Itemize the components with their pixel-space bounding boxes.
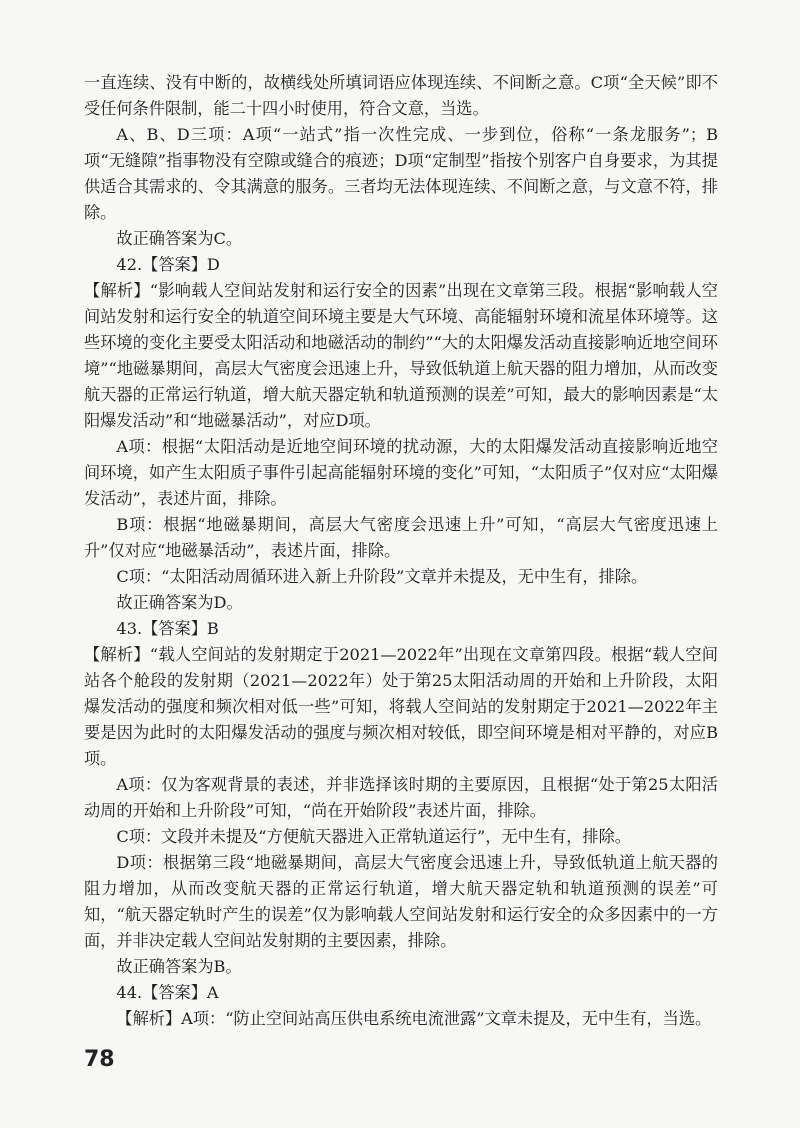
answer-heading-44: 44.【答案】A — [116, 983, 219, 1002]
paragraph: B项：根据“地磁暴期间，高层大气密度会迅速上升”可知，“高层大气密度迅速上升”仅对应“地磁暴活动”，表述片面，排除。 — [84, 515, 718, 560]
conclusion-line: 故正确答案为D。 — [116, 593, 243, 612]
paragraph: C项：“太阳活动周循环进入新上升阶段”文章并未提及，无中生有，排除。 — [116, 567, 648, 586]
paragraph: A项：仅为客观背景的表述，并非选择该时期的主要原因，且根据“处于第25太阳活动周的开始和上升阶段”可知，“尚在开始阶段”表述片面，排除。 — [84, 775, 718, 820]
paragraph: A项：根据“太阳活动是近地空间环境的扰动源，大的太阳爆发活动直接影响近地空间环境，如产生太阳质子事件引起高能辐射环境的变化”可知，“太阳质子”仅对应“太阳爆发活动”，表述片面，排除。 — [84, 437, 718, 508]
paragraph: 【解析】“载人空间站的发射期定于2021—2022年”出现在文章第四段。根据“载人空间站各个舱段的发射期（2021—2022年）处于第25太阳活动周的开始和上升阶段，太阳爆发活动的强度和频次相对低一些”可知，将载人空间站的发射期定于2021—2022年主要是因为此时的太阳爆发活动的强度与频次相对较低，即空间环境是相对平静的，对应B项。 — [84, 645, 718, 768]
conclusion-line: 故正确答案为B。 — [116, 957, 242, 976]
paragraph: 【解析】“影响载人空间站发射和运行安全的因素”出现在文章第三段。根据“影响载人空间站发射和运行安全的轨道空间环境主要是大气环境、高能辐射环境和流星体环境等。这些环境的变化主要受太阳活动和地磁活动的制约”“大的太阳爆发活动直接影响近地空间环境”“地磁暴期间，高层大气密度会迅速上升，导致低轨道上航天器的阻力增加，从而改变航天器的正常运行轨道，增大航天器定轨和轨道预测的误差”可知，最大的影响因素是“太阳爆发活动”和“地磁暴活动”，对应D项。 — [84, 281, 718, 430]
paragraph: C项：文段并未提及“方便航天器进入正常轨道运行”，无中生有，排除。 — [116, 827, 631, 846]
paragraph: 一直连续、没有中断的，故横线处所填词语应体现连续、不间断之意。C项“全天候”即不受任何条件限制，能二十四小时使用，符合文意，当选。 — [84, 73, 718, 118]
conclusion-line: 故正确答案为C。 — [116, 229, 243, 248]
answer-heading-42: 42.【答案】D — [116, 255, 220, 274]
paragraph: 【解析】A项：“防止空间站高压供电系统电流泄露”文章未提及，无中生有，当选。 — [116, 1009, 712, 1028]
answer-heading-43: 43.【答案】B — [116, 619, 219, 638]
page-number: 78 — [84, 1047, 115, 1072]
paragraph: D项：根据第三段“地磁暴期间，高层大气密度会迅速上升，导致低轨道上航天器的阻力增加，从而改变航天器的正常运行轨道，增大航天器定轨和轨道预测的误差”可知，“航天器定轨时产生的误差”仅为影响载人空间站发射和运行安全的众多因素中的一方面，并非决定载人空间站发射期的主要因素，排除。 — [84, 853, 718, 950]
page-body — [84, 70, 718, 1032]
paragraph: A、B、D三项：A项“一站式”指一次性完成、一步到位，俗称“一条龙服务”；B项“无缝隙”指事物没有空隙或缝合的痕迹；D项“定制型”指按个别客户自身要求，为其提供适合其需求的、令其满意的服务。三者均无法体现连续、不间断之意，与文意不符，排除。 — [84, 125, 718, 222]
